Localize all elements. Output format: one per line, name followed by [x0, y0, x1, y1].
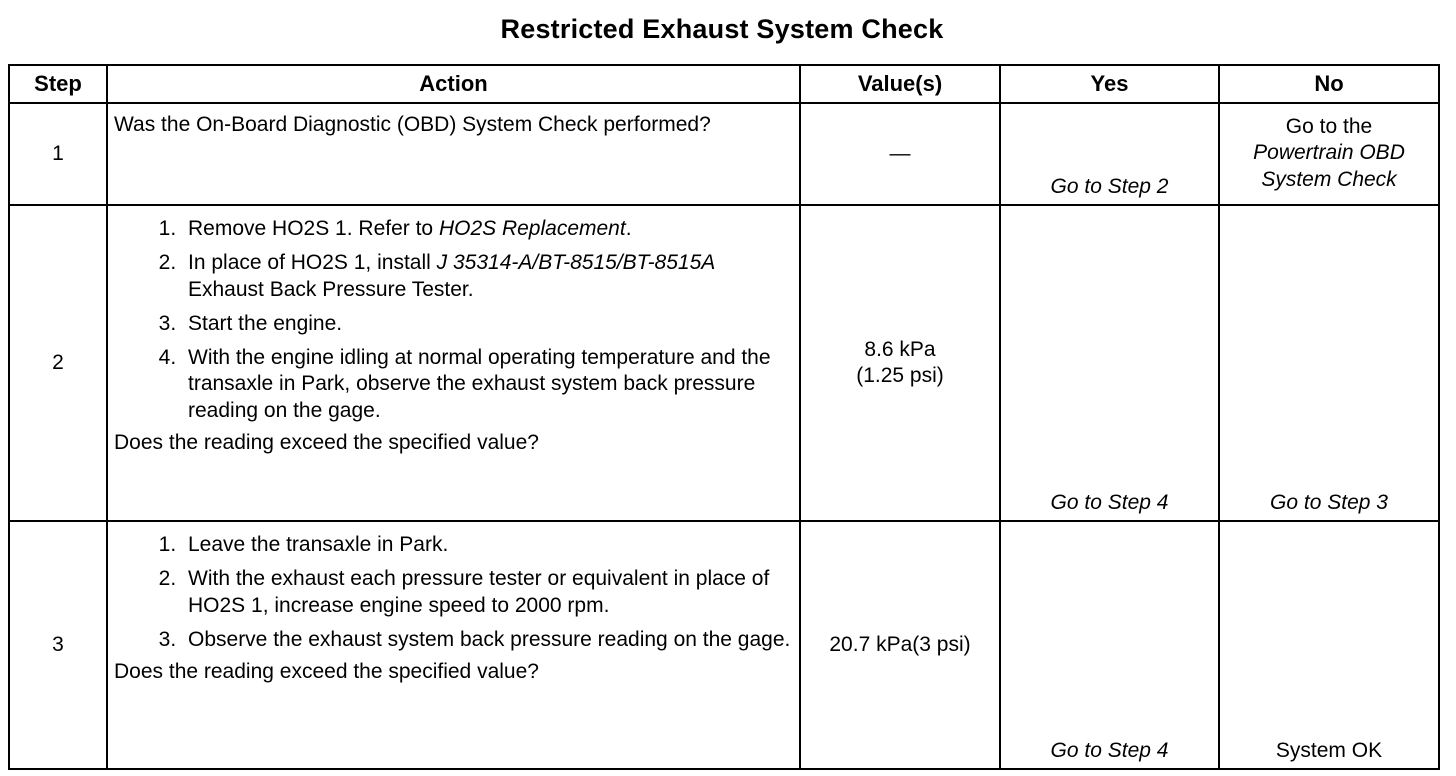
action-question: Does the reading exceed the specified value?	[114, 430, 539, 454]
value-kpa-psi: 20.7 kPa(3 psi)	[829, 632, 971, 656]
no-go-to-step-3[interactable]: Go to Step 3	[1270, 490, 1388, 514]
action-cell	[107, 103, 800, 205]
yes-cell	[1000, 521, 1219, 769]
yes-go-to-step-4[interactable]: Go to Step 4	[1050, 490, 1169, 514]
value-cell	[800, 205, 1000, 521]
table-row	[9, 521, 1439, 769]
list-item: 4. With the engine idling at normal operating temperature and the transaxle in Park, observe the exhaust system back pressure reading on the gage.	[182, 345, 793, 424]
no-cell	[1219, 521, 1439, 769]
no-cell	[1219, 103, 1439, 205]
value-cell	[800, 521, 1000, 769]
value-kpa: 8.6 kPa	[864, 337, 936, 361]
header-yes: Yes	[1000, 65, 1219, 103]
step-number: 1	[9, 103, 107, 205]
value-psi: (1.25 psi)	[856, 364, 944, 387]
yes-go-to-step-4[interactable]: Go to Step 4	[1050, 738, 1169, 762]
step-number: 2	[9, 205, 107, 521]
no-powertrain-obd-link[interactable]: Powertrain OBD System Check	[1253, 141, 1405, 191]
header-values: Value(s)	[800, 65, 1000, 103]
list-item: 3. Observe the exhaust system back pressure reading on the gage.	[182, 627, 793, 653]
action-question: Does the reading exceed the specified value?	[114, 660, 539, 683]
table-row	[9, 205, 1439, 521]
page-title: Restricted Exhaust System Check	[500, 14, 944, 44]
no-prefix: Go to the	[1285, 115, 1373, 138]
list-item: 2. With the exhaust each pressure tester or equivalent in place of HO2S 1, increase engine speed to 2000 rpm.	[182, 566, 793, 619]
no-cell	[1219, 205, 1439, 521]
value-dash: —	[889, 141, 911, 165]
no-system-ok: System OK	[1275, 738, 1383, 762]
table-header-row	[9, 65, 1439, 103]
list-item: 1. Remove HO2S 1. Refer to HO2S Replacement.	[182, 216, 793, 242]
table-row	[9, 103, 1439, 205]
header-step: Step	[9, 65, 107, 103]
list-item: 2. In place of HO2S 1, install J 35314-A/BT-8515/BT-8515A Exhaust Back Pressure Tester.	[182, 250, 793, 303]
ho2s-replacement-link[interactable]: HO2S Replacement	[438, 217, 626, 240]
action-list	[114, 532, 793, 653]
header-action: Action	[107, 65, 800, 103]
step-number: 3	[9, 521, 107, 769]
yes-cell	[1000, 205, 1219, 521]
action-question: Was the On-Board Diagnostic (OBD) System Check performed?	[114, 113, 711, 136]
action-cell	[107, 205, 800, 521]
action-list	[114, 216, 793, 424]
exhaust-check-table	[8, 64, 1440, 770]
yes-cell	[1000, 103, 1219, 205]
tool-part-number: J 35314-A/BT-8515/BT-8515A	[436, 251, 716, 275]
yes-go-to-step-2[interactable]: Go to Step 2	[1050, 174, 1169, 198]
header-no: No	[1219, 65, 1439, 103]
list-item: 3. Start the engine.	[182, 311, 793, 337]
action-cell	[107, 521, 800, 769]
list-item: 1. Leave the transaxle in Park.	[182, 532, 793, 558]
value-cell	[800, 103, 1000, 205]
